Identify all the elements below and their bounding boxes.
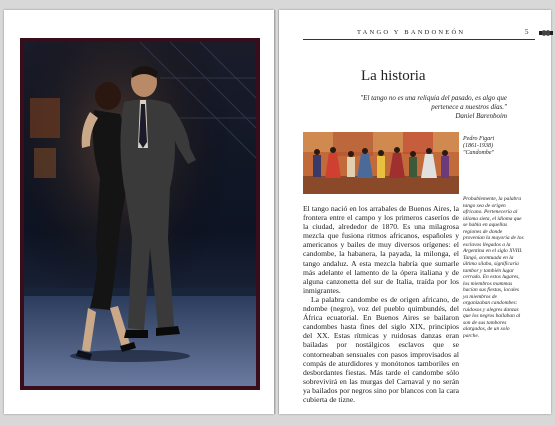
- caption-work: "Candombe": [463, 150, 495, 156]
- tango-photo: [20, 38, 260, 390]
- left-page: [4, 10, 274, 414]
- page-number: 5: [525, 28, 529, 36]
- running-head: [303, 29, 535, 40]
- right-page: [279, 10, 551, 414]
- page-title: La historia: [361, 68, 426, 84]
- bandoneon-icon: [539, 30, 553, 36]
- body-paragraph: El tango nació en los arrabales de Buenos Aires, la frontera entre el campo y los primeros caseríos de la ciudad, alrededor de 1870. Es una milagrosa mezcla que fusiona ritmos africanos, españoles y americanos y bailes de muy diversos orígenes: el candombe, la habanera, la payada, la milonga, el tango andaluz. A esta mezcla habría que sumarle más adelante el lamento de la ópera italiana y de alguna canzonetta del sur de Italia, traída por los inmigrantes.: [303, 204, 459, 295]
- caption-years: (1861-1938): [463, 143, 493, 149]
- epigraph-author: Daniel Barenboim: [455, 112, 507, 120]
- side-note: Probablemente, la palabra tango sea de origen africano. Pertenecería al idioma sieta, el idioma que se habla en aquellas regiones de donde provenían la mayoría de los esclavos llegados a la Argentina en el siglo XVIII. Tangó, acentuada en la última sílaba, significaría tambor y también lugar cerrado. En estos lugares, los miembros mammas hacían sus fiestas, locales ya miembros de organizaban candombes: ruidosos y alegres danzas que los negros bailaban al son de sus tambores alargados, de un solo parche.: [463, 196, 524, 339]
- body-paragraph: La palabra candombe es de origen africano, de ndombe (negro), voz del pueblo quimbundés, del África ecuatorial. En Buenos Aires se bailaron candombes hasta fines del siglo XIX, principios del XX. Estas rítmicas y ruidosas danzas eran bailadas por nostálgicos esclavos que se contorneaban sensuales con pasos improvisados al compás de aturdidores y monótonos tamboriles en desbordantes fiestas. Más tarde el candombe sólo sobrevivirá en las murgas del Carnaval y no serán ya bailados por negros sino por blancos con la cara cubierta de tizne.: [303, 294, 459, 404]
- painting-caption: [463, 136, 543, 157]
- caption-artist: Pedro Figari: [463, 136, 495, 142]
- epigraph-quote: "El tango no es una reliquia del pasado, es algo que pertenece a nuestros días.": [360, 94, 507, 111]
- body-text: [303, 204, 459, 404]
- candombe-painting: [303, 132, 459, 194]
- running-head-title: TANGO Y BANDONEÓN: [357, 29, 466, 36]
